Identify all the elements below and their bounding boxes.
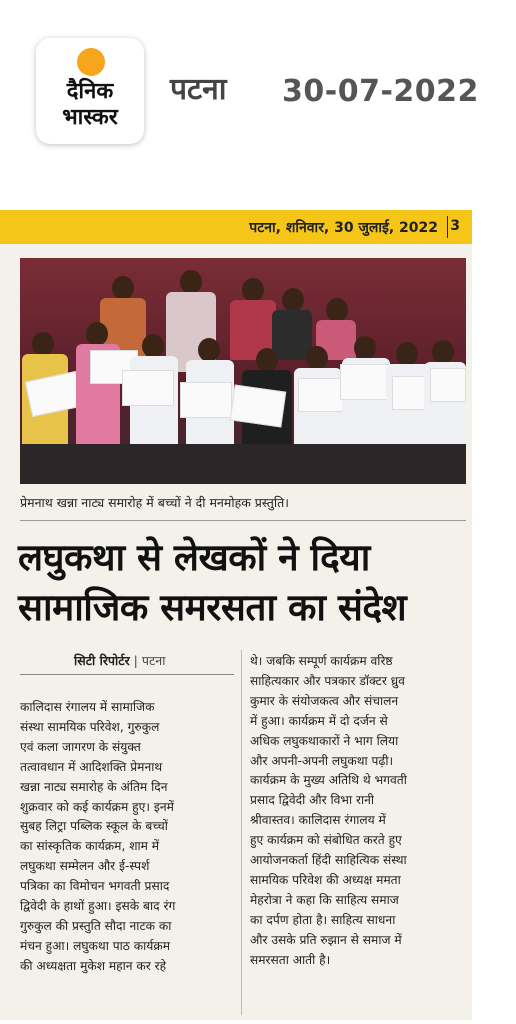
edition-date: 30-07-2022 — [282, 74, 479, 109]
article-line: गुरुकुल की प्रस्तुति सौदा नाटक का — [20, 918, 172, 933]
article-line: का सांस्कृतिक कार्यक्रम, शाम में — [20, 839, 160, 854]
certificate — [180, 382, 232, 418]
caption-divider — [20, 520, 466, 521]
byline-reporter: सिटी रिपोर्टर — [74, 653, 130, 668]
page-separator — [447, 216, 448, 238]
article-headline — [18, 532, 468, 632]
article-column-left — [20, 698, 236, 977]
article-line: अधिक लघुकथाकारों ने भाग लिया — [250, 733, 399, 748]
certificate — [298, 378, 346, 412]
article-line: साहित्यकार और पत्रकार डॉक्टर ध्रुव — [250, 673, 405, 688]
headline-line-1: लघुकथा से लेखकों ने दिया — [18, 535, 370, 579]
article-line: और उसके प्रति रुझान से समाज में — [250, 932, 402, 947]
child-head — [198, 338, 220, 362]
stage-floor — [20, 444, 466, 484]
article-line: सुबह लिट्रा पब्लिक स्कूल के बच्चों — [20, 819, 168, 834]
byline-divider — [20, 674, 234, 675]
certificate — [122, 370, 174, 406]
edition-city: पटना — [170, 72, 227, 107]
article-line: सामयिक परिवेश की अध्यक्ष ममता — [250, 872, 401, 887]
article-line: कुमार के संयोजकत्व और संचालन — [250, 693, 399, 708]
article-line: और अपनी-अपनी लघुकथा पढ़ी। — [250, 753, 394, 768]
child-head — [32, 332, 54, 356]
photo-caption: प्रेमनाथ खन्ना नाट्य समारोह में बच्चों ने दी मनमोहक प्रस्तुति। — [20, 495, 289, 510]
article-line: पत्रिका का विमोचन भगवती प्रसाद — [20, 879, 170, 894]
certificate — [230, 385, 287, 428]
article-line: श्रीवास्तव। कालिदास रंगालय में — [250, 813, 386, 828]
child-head — [142, 334, 164, 358]
logo-text-line2: भास्कर — [62, 105, 118, 130]
article-line: खन्ना नाट्य समारोह के अंतिम दिन — [20, 779, 168, 794]
byline-separator: | — [129, 653, 142, 668]
byline-city: पटना — [141, 653, 166, 668]
article-line: में हुआ। कार्यक्रम में दो दर्जन से — [250, 713, 388, 728]
sun-icon — [77, 48, 105, 76]
event-photo — [20, 258, 466, 484]
article-line: तत्वावधान में आदिशक्ति प्रेमनाथ — [20, 759, 163, 774]
column-divider — [241, 650, 242, 1015]
byline — [74, 652, 165, 669]
newspaper-clipping — [0, 210, 472, 1020]
article-line: लघुकथा सम्मेलन और ई-स्पर्श — [20, 859, 150, 874]
logo-text-line1: दैनिक — [66, 79, 114, 104]
article-line: आयोजनकर्ता हिंदी साहित्यिक संस्था — [250, 853, 407, 868]
person-head — [326, 298, 348, 322]
article-line: समरसता आती है। — [250, 952, 331, 967]
child-head — [354, 336, 376, 360]
article-line: मंचन हुआ। लघुकथा पाठ कार्यक्रम — [20, 938, 170, 953]
edition-bar — [0, 210, 472, 244]
person-head — [180, 270, 202, 294]
article-line: शुक्रवार को कई कार्यक्रम हुए। इनमें — [20, 799, 174, 814]
person-head — [112, 276, 134, 300]
certificate — [430, 368, 466, 402]
headline-line-2: सामाजिक समरसता का संदेश — [18, 585, 407, 629]
article-line: द्विवेदी के हाथों हुआ। इसके बाद रंग — [20, 899, 176, 914]
child-head — [432, 340, 454, 364]
page-number: 3 — [450, 218, 460, 234]
article-line: की अध्यक्षता मुकेश महान कर रहे — [20, 958, 167, 973]
article-column-right — [250, 652, 466, 971]
edition-dateline: पटना, शनिवार, 30 जुलाई, 2022 — [249, 220, 438, 236]
article-line: संस्था सामयिक परिवेश, गुरुकुल — [20, 719, 160, 734]
child-head — [86, 322, 108, 346]
child-head — [396, 342, 418, 366]
dainik-bhaskar-logo — [36, 38, 144, 144]
person-head — [282, 288, 304, 312]
article-line: कार्यक्रम के मुख्य अतिथि थे भगवती — [250, 773, 407, 788]
article-line: मेहरोत्रा ने कहा कि साहित्य समाज — [250, 892, 399, 907]
article-line: एवं कला जागरण के संयुक्त — [20, 739, 141, 754]
child-head — [256, 348, 278, 372]
article-line: कालिदास रंगालय में सामाजिक — [20, 700, 155, 714]
article-line: प्रसाद द्विवेदी और विभा रानी — [250, 793, 375, 808]
article-line: का दर्पण होता है। साहित्य साधना — [250, 912, 396, 927]
article-line: हुए कार्यक्रम को संबोधित करते हुए — [250, 833, 402, 848]
person-head — [242, 278, 264, 302]
certificate — [340, 364, 392, 400]
article-line: थे। जबकि सम्पूर्ण कार्यक्रम वरिष्ठ — [250, 654, 393, 668]
child-head — [306, 346, 328, 370]
